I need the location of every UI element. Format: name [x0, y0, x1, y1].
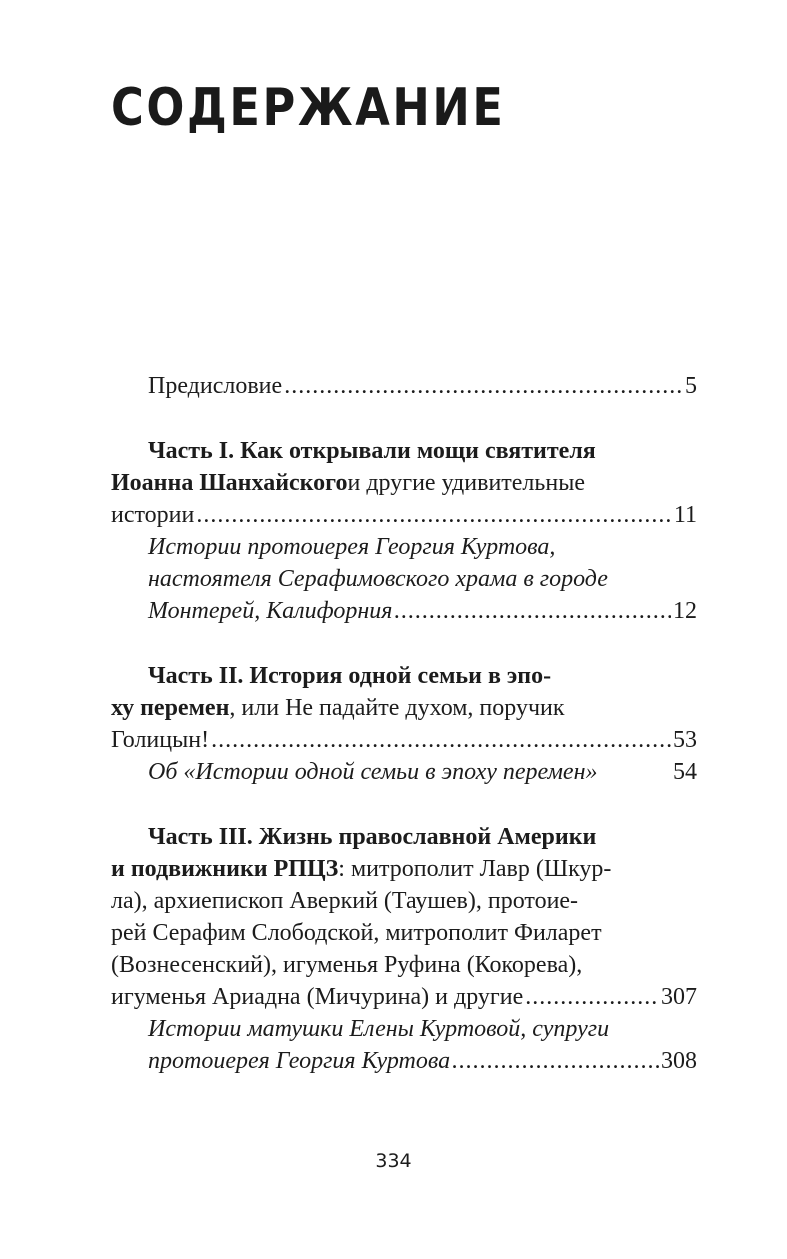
- toc-page-number: 308: [661, 1048, 697, 1074]
- part-subtitle-cont: ла), архиепископ Аверкий (Таушев), протоие-: [111, 888, 579, 914]
- part-title-cont: Иоанна Шанхайского: [111, 470, 348, 496]
- dot-leader: [211, 724, 671, 756]
- sub-entry-title: Об «Истории одной семьи в эпоху перемен»: [148, 759, 598, 785]
- part-title: Часть I. Как открывали мощи святителя: [148, 438, 596, 464]
- dot-leader: [284, 370, 683, 402]
- toc-page-number: 307: [661, 984, 697, 1010]
- table-of-contents: [111, 370, 697, 1077]
- part-subtitle: : митрополит Лавр (Шкур-: [338, 856, 612, 882]
- part-title: Часть III. Жизнь православной Америки: [148, 824, 597, 850]
- toc-entry-part1: [111, 435, 697, 627]
- toc-page-number: 5: [685, 373, 697, 399]
- page-title: СОДЕРЖАНИЕ: [111, 78, 506, 138]
- page-number: 334: [375, 1150, 412, 1172]
- toc-page-number: 54: [673, 759, 697, 785]
- part-title-cont: и подвижники РПЦЗ: [111, 856, 339, 882]
- sub-entry-title: Истории матушки Елены Куртовой, супруги: [148, 1016, 610, 1042]
- dot-leader: [452, 1045, 659, 1077]
- toc-entry-part2: [111, 660, 697, 788]
- toc-page-number: 53: [673, 727, 697, 753]
- part-title: Часть II. История одной семьи в эпо-: [148, 663, 552, 689]
- toc-page-number: 11: [673, 502, 697, 528]
- dot-leader: [394, 595, 671, 627]
- part-subtitle-cont: (Вознесенский), игуменья Руфина (Кокорева),: [111, 952, 583, 978]
- part-subtitle: и другие удивительные: [347, 470, 585, 496]
- dot-leader: [196, 499, 672, 531]
- sub-entry-title-cont: протоиерея Георгия Куртова: [148, 1048, 451, 1074]
- sub-entry-title-cont: настоятеля Серафимовского храма в городе: [148, 566, 608, 592]
- dot-leader: [525, 981, 659, 1013]
- part-subtitle-cont: Голицын!: [111, 727, 210, 753]
- part-subtitle-cont: игуменья Ариадна (Мичурина) и другие: [111, 984, 524, 1010]
- sub-entry-title-cont: Монтерей, Калифорния: [148, 598, 393, 624]
- toc-entry-part3: [111, 821, 697, 1077]
- part-subtitle: , или Не падайте духом, поручик: [229, 695, 565, 721]
- part-title-cont: ху перемен: [111, 695, 230, 721]
- part-subtitle-cont: рей Серафим Слободской, митрополит Филарет: [111, 920, 602, 946]
- toc-page-number: 12: [673, 598, 697, 624]
- part-subtitle-cont: истории: [111, 502, 195, 528]
- toc-entry-title: Предисловие: [148, 373, 283, 399]
- toc-entry-preface: [111, 370, 697, 402]
- sub-entry-title: Истории протоиерея Георгия Куртова,: [148, 534, 556, 560]
